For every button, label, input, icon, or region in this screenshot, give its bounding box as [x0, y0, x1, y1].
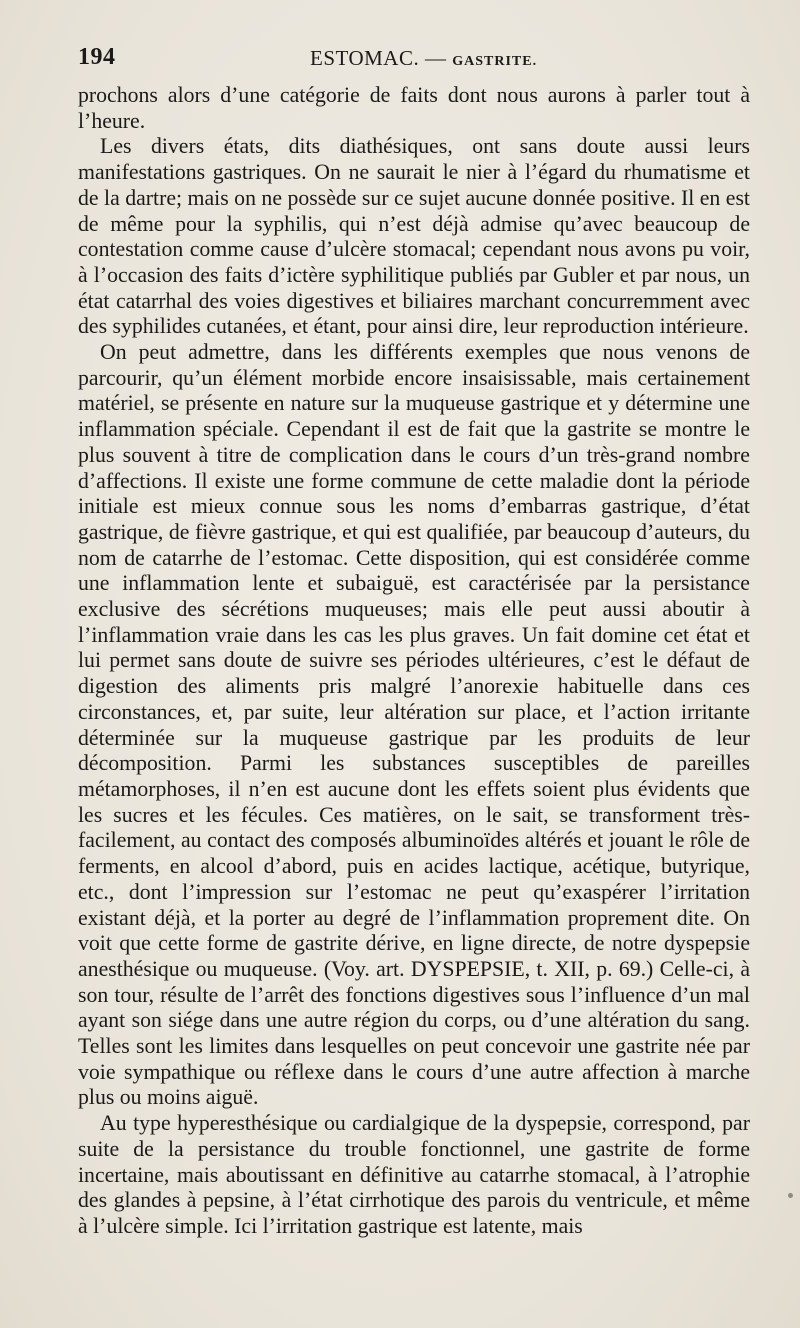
running-head-subtitle: GASTRITE. [452, 54, 538, 69]
paragraph: On peut admettre, dans les différents exemples que nous venons de parcourir, qu’un élément morbide encore insaisissable, mais certainement matériel, se présente en nature sur la muqueuse gastrique et y détermine une inflammation spéciale. Cependant il est de fait que la gastrite se montre le plus souvent à titre de complication dans le cours d’un très-grand nombre d’affections. Il existe une forme commune de cette maladie dont la période initiale est mieux connue sous les noms d’embarras gastrique, d’état gastrique, de fièvre gastrique, et qui est qualifiée, par beaucoup d’auteurs, du nom de catarrhe de l’estomac. Cette disposition, qui est considérée comme une inflammation lente et subaiguë, est caractérisée par la persistance exclusive des sécrétions muqueuses; mais elle peut aussi aboutir à l’inflammation vraie dans les cas les plus graves. Un fait domine cet état et lui permet sans doute de suivre ses périodes ultérieures, c’est le défaut de digestion des aliments pris malgré l’anorexie habituelle dans ces circonstances, et, par suite, leur altération sur place, et l’action irritante déterminée sur la muqueuse gastrique par les produits de leur décomposition. Parmi les substances susceptibles de pareilles métamorphoses, il n’en est aucune dont les effets soient plus évidents que les sucres et les fécules. Ces matières, on le sait, se transforment très-facilement, au contact des composés albuminoïdes altérés et jouant le rôle de ferments, en alcool d’abord, puis en acides lactique, acétique, butyrique, etc., dont l’impression sur l’estomac ne peut qu’exaspérer l’irritation existant déjà, et la porter au degré de l’inflammation proprement dite. On voit que cette forme de gastrite dérive, en ligne directe, de notre dyspepsie anesthésique ou muqueuse. (Voy. art. DYSPEPSIE, t. XII, p. 69.) Celle-ci, à son tour, résulte de l’arrêt des fonctions digestives sous l’influence d’un mal ayant son siége dans une autre région du corps, ou d’une altération du sang. Telles sont les limites dans lesquelles on peut concevoir une gastrite née par voie sympathique ou réflexe dans le cours d’une autre affection à marche plus ou moins aiguë. [78, 340, 750, 1110]
paragraph: prochons alors d’une catégorie de faits dont nous aurons à parler tout à l’heure. [78, 83, 750, 133]
paragraph: Au type hyperesthésique ou cardialgique de la dyspepsie, correspond, par suite de la persistance du trouble fonctionnel, une gastrite de forme incertaine, mais aboutissant en définitive au catarrhe stomacal, à l’atrophie des glandes à pepsine, à l’état cirrhotique des parois du ventricule, et même à l’ulcère simple. Ici l’irritation gastrique est latente, mais [78, 1111, 750, 1238]
paragraph: Les divers états, dits diathésiques, ont sans doute aussi leurs manifestations gastriques. On ne saurait le nier à l’égard du rhumatisme et de la dartre; mais on ne possède sur ce sujet aucune donnée positive. Il en est de même pour la syphilis, qui n’est déjà admise qu’avec beaucoup de contestation comme cause d’ulcère stomacal; cependant nous avons pu voir, à l’occasion des faits d’ictère syphilitique publiés par Gubler et par nous, un état catarrhal des voies digestives et biliaires marchant concurremment avec des syphilides cutanées, et étant, pour ainsi dire, leur reproduction intérieure. [78, 134, 750, 339]
running-head [310, 46, 537, 71]
paper-speck [788, 1193, 793, 1198]
body-text [78, 83, 750, 1240]
page-header [78, 44, 750, 74]
running-head-title: ESTOMAC. — [310, 46, 447, 70]
page-number: 194 [78, 44, 116, 70]
